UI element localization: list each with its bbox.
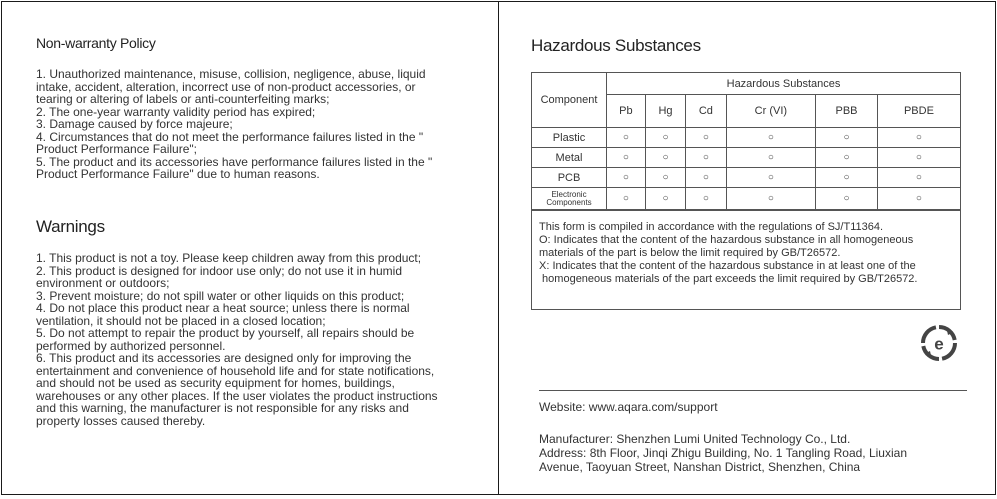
compliance-mark: ○ xyxy=(726,148,816,168)
warning-line: 4. Do not place this product near a heat source; unless there is normal xyxy=(36,301,410,315)
substance-header: Cr (VI) xyxy=(726,95,816,128)
compliance-mark: ○ xyxy=(686,128,726,148)
compliance-mark: ○ xyxy=(645,168,685,188)
warning-line: 2. This product is designed for indoor use only; do not use it in humid xyxy=(36,263,402,278)
compliance-mark: ○ xyxy=(607,128,646,148)
warning-line: property losses caused thereby. xyxy=(36,413,206,428)
compliance-mark: ○ xyxy=(877,148,960,168)
compliance-mark: ○ xyxy=(816,128,878,148)
nonwarranty-line: 4. Circumstances that do not meet the performance failures listed in the " xyxy=(36,129,424,144)
compliance-mark: ○ xyxy=(877,128,960,148)
compliance-mark: ○ xyxy=(816,168,878,188)
note-line: X: Indicates that the content of the hazardous substance in at least one of the xyxy=(539,260,916,272)
component-name-line: Components xyxy=(546,197,592,207)
warning-line: and should not be used as security equipment for homes, buildings, xyxy=(36,376,395,390)
compliance-mark: ○ xyxy=(726,168,816,188)
nonwarranty-line: 3. Damage caused by force majeure; xyxy=(36,117,233,131)
warning-line: 3. Prevent moisture; do not spill water or other liquids on this product; xyxy=(36,288,405,303)
compliance-mark: ○ xyxy=(607,188,646,210)
warning-line: environment or outdoors; xyxy=(36,276,170,290)
component-name: Metal xyxy=(532,148,607,168)
compliance-mark: ○ xyxy=(645,188,685,210)
warnings-list xyxy=(36,252,481,427)
substance-header: PBB xyxy=(816,95,878,128)
warning-line: and this warning, the manufacturer is not responsible for any risks and xyxy=(36,401,409,415)
table-row xyxy=(532,148,961,168)
compliance-mark: ○ xyxy=(726,128,816,148)
table-row xyxy=(532,128,961,148)
component-header: Component xyxy=(532,73,607,128)
compliance-mark: ○ xyxy=(645,128,685,148)
component-name: PCB xyxy=(532,168,607,188)
warning-line: ventilation, it should not be placed in a closed location; xyxy=(36,313,326,328)
component-name-line: Electronic xyxy=(551,189,587,199)
warning-line: performed by authorized personnel. xyxy=(36,338,226,353)
table-row xyxy=(532,168,961,188)
compliance-mark: ○ xyxy=(816,188,878,210)
component-name: Plastic xyxy=(532,128,607,148)
substance-header: PBDE xyxy=(877,95,960,128)
compliance-mark: ○ xyxy=(645,148,685,168)
manufacturer-line: Address: 8th Floor, Jinqi Zhigu Building, No. 1 Tangling Road, Liuxian xyxy=(539,446,907,460)
compliance-mark: ○ xyxy=(816,148,878,168)
warning-line: 5. Do not attempt to repair the product by yourself, all repairs should be xyxy=(36,326,415,340)
nonwarranty-line: 1. Unauthorized maintenance, misuse, collision, negligence, abuse, liquid xyxy=(36,67,426,81)
support-website: Website: www.aqara.com/support xyxy=(539,400,718,414)
svg-text:e: e xyxy=(934,334,944,354)
substances-group-header: Hazardous Substances xyxy=(607,73,961,95)
footer-divider xyxy=(539,390,967,391)
substance-header: Cd xyxy=(686,95,726,128)
substance-header: Hg xyxy=(645,95,685,128)
nonwarranty-line: 2. The one-year warranty validity period has expired; xyxy=(36,104,316,119)
hazardous-note xyxy=(531,210,961,310)
environment-protection-use-period-icon xyxy=(918,322,960,364)
note-line: materials of the part is below the limit required by GB/T26572. xyxy=(539,247,841,259)
nonwarranty-line: 5. The product and its accessories have performance failures listed in the " xyxy=(36,154,433,169)
note-line: This form is compiled in accordance with the regulations of SJ/T11364. xyxy=(539,221,884,233)
warning-line: 6. This product and its accessories are designed only for improving the xyxy=(36,351,412,365)
compliance-mark: ○ xyxy=(607,168,646,188)
nonwarranty-list xyxy=(36,68,481,181)
manufacturer-line: Manufacturer: Shenzhen Lumi United Technology Co., Ltd. xyxy=(539,432,851,446)
warning-line: entertainment and convenience of household life and for state notifications, xyxy=(36,363,435,378)
compliance-mark: ○ xyxy=(877,188,960,210)
table-row xyxy=(532,188,961,210)
hazardous-substances-table xyxy=(531,72,961,210)
note-line: O: Indicates that the content of the hazardous substance in all homogeneous xyxy=(539,234,914,246)
warning-line: 1. This product is not a toy. Please keep children away from this product; xyxy=(36,251,422,265)
manufacturer-line: Avenue, Taoyuan Street, Nanshan District, Shenzhen, China xyxy=(539,460,861,474)
nonwarranty-line: intake, accident, alteration, incorrect use of non-product accessories, or xyxy=(36,79,416,94)
nonwarranty-line: Product Performance Failure" due to human reasons. xyxy=(36,167,320,181)
compliance-mark: ○ xyxy=(686,168,726,188)
note-line: homogeneous materials of the part exceeds the limit required by GB/T26572. xyxy=(539,273,918,285)
nonwarranty-line: tearing or altering of labels or anti-counterfeiting marks; xyxy=(36,92,330,106)
left-page xyxy=(1,1,500,495)
compliance-mark: ○ xyxy=(686,148,726,168)
warning-line: warehouses or any other places. If the user violates the product instructions xyxy=(36,388,438,403)
compliance-mark: ○ xyxy=(726,188,816,210)
compliance-mark: ○ xyxy=(607,148,646,168)
substance-header: Pb xyxy=(607,95,646,128)
manufacturer-info xyxy=(539,432,969,474)
warnings-title: Warnings xyxy=(36,217,105,236)
compliance-mark: ○ xyxy=(686,188,726,210)
nonwarranty-title: Non-warranty Policy xyxy=(36,35,156,51)
component-name xyxy=(532,188,607,210)
hazardous-substances-title: Hazardous Substances xyxy=(531,36,701,55)
right-page xyxy=(498,1,996,495)
nonwarranty-line: Product Performance Failure"; xyxy=(36,142,197,156)
compliance-mark: ○ xyxy=(877,168,960,188)
